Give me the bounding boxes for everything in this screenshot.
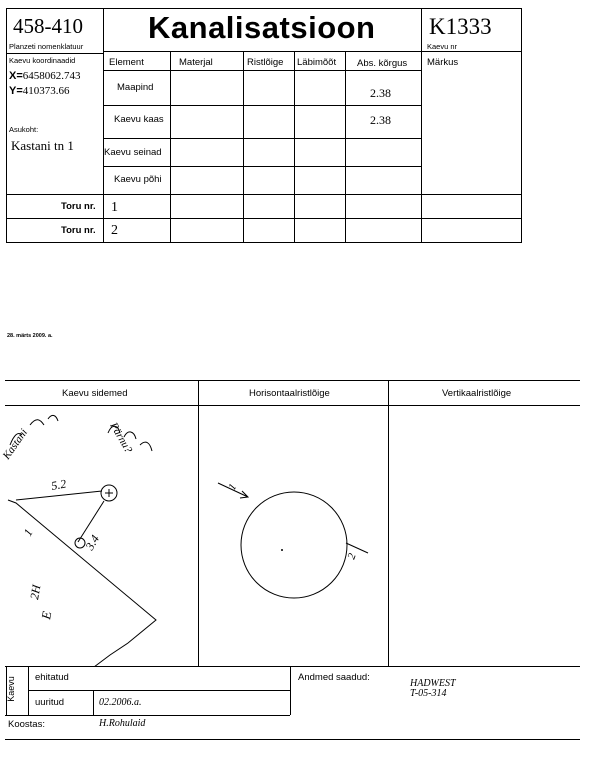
sketch-header-vertikaal: Vertikaalristlõige: [442, 388, 512, 399]
pipe-label-2: Toru nr.: [61, 225, 96, 236]
hw-pipe-1: 1: [20, 526, 36, 539]
coords-label: Kaevu koordinaadid: [9, 56, 76, 65]
andmed-value-company: HADWEST: [410, 678, 456, 689]
sheet-number: 458-410: [13, 14, 83, 38]
divider: [103, 138, 421, 139]
divider: [103, 194, 104, 243]
y-coordinate: [9, 85, 70, 97]
hw-street-kastani: Kastani: [0, 426, 31, 462]
pipe-label-1: Toru nr.: [61, 201, 96, 212]
divider: [103, 51, 522, 52]
hw-section-pipe-2: 2: [345, 551, 359, 562]
divider: [93, 690, 94, 715]
page-title: Kanalisatsioon: [148, 10, 376, 45]
divider: [170, 51, 171, 243]
divider: [6, 218, 522, 219]
manhole-cross: [105, 489, 113, 497]
date-stamp: 28. märts 2009. a.: [7, 333, 53, 339]
divider: [103, 166, 421, 167]
pipe-value-2: 2: [111, 223, 118, 238]
building-outline: [8, 500, 156, 667]
col-header-materjal: Materjal: [179, 57, 213, 68]
koostas-value: H.Rohulaid: [99, 718, 146, 729]
divider: [294, 51, 295, 243]
divider: [5, 715, 290, 716]
center-dot: [281, 549, 283, 551]
hw-distance-1: 5.2: [50, 476, 68, 493]
col-header-element: Element: [109, 57, 144, 68]
x-coordinate: [9, 70, 81, 82]
x-prefix: X=: [9, 70, 23, 82]
sketch-header-sidemed: Kaevu sidemed: [62, 388, 128, 399]
uuritud-label: uuritud: [35, 697, 65, 708]
x-value: 6458062.743: [22, 70, 81, 82]
divider: [345, 51, 346, 243]
divider: [243, 51, 244, 243]
abs-value-maapind: 2.38: [370, 86, 391, 100]
col-header-markus: Märkus: [427, 57, 459, 68]
address: Kastani tn 1: [11, 138, 74, 153]
well-circle: [241, 492, 347, 598]
pipe-value-1: 1: [111, 200, 118, 215]
hw-distance-2: 3.4: [82, 532, 103, 553]
kaevu-label: Kaevu: [5, 676, 16, 702]
hw-section-pipe-1: 1: [226, 481, 240, 493]
horizontal-section-sketch: [198, 405, 388, 667]
row-label-kaevu-pohi: Kaevu põhi: [114, 174, 162, 185]
divider: [103, 105, 421, 106]
col-header-labimoot: Läbimõõt: [297, 57, 337, 68]
andmed-value-code: T-05-314: [410, 688, 447, 699]
y-prefix: Y=: [9, 85, 23, 97]
hw-e-label: E: [38, 610, 55, 621]
y-value: 410373.66: [22, 85, 70, 97]
koostas-label: Koostas:: [8, 719, 45, 730]
measure-line-1: [16, 491, 102, 500]
divider: [6, 53, 103, 54]
hw-house-label: 2H: [27, 583, 44, 601]
hw-street-parnu: Pärnu?: [107, 420, 135, 456]
divider: [28, 690, 290, 691]
divider: [5, 380, 580, 381]
ehitatud-label: ehitatud: [35, 672, 69, 683]
uuritud-date: 02.2006.a.: [99, 697, 142, 708]
sheet-label: Planzeti nomenklatuur: [9, 42, 84, 51]
row-label-kaevu-seinad: Kaevu seinad: [104, 147, 162, 158]
divider: [388, 380, 389, 666]
well-number: K1333: [429, 14, 492, 39]
divider: [6, 194, 522, 195]
well-label: Kaevu nr: [427, 42, 458, 51]
divider: [5, 739, 580, 740]
sketch-header-horisontaal: Horisontaalristlõige: [249, 388, 330, 399]
col-header-ristloige: Ristlõige: [247, 57, 284, 68]
col-header-abs-korgus: Abs. kõrgus: [357, 58, 408, 69]
divider: [421, 8, 422, 194]
andmed-label: Andmed saadud:: [298, 672, 370, 683]
pipe-2-line: [346, 543, 368, 553]
divider: [421, 194, 422, 243]
row-label-kaevu-kaas: Kaevu kaas: [114, 114, 164, 125]
address-label: Asukoht:: [9, 125, 39, 134]
divider: [103, 70, 421, 71]
connection-sketch: [0, 405, 198, 667]
abs-value-kaevu-kaas: 2.38: [370, 113, 391, 127]
row-label-maapind: Maapind: [117, 82, 154, 93]
divider: [290, 666, 291, 715]
